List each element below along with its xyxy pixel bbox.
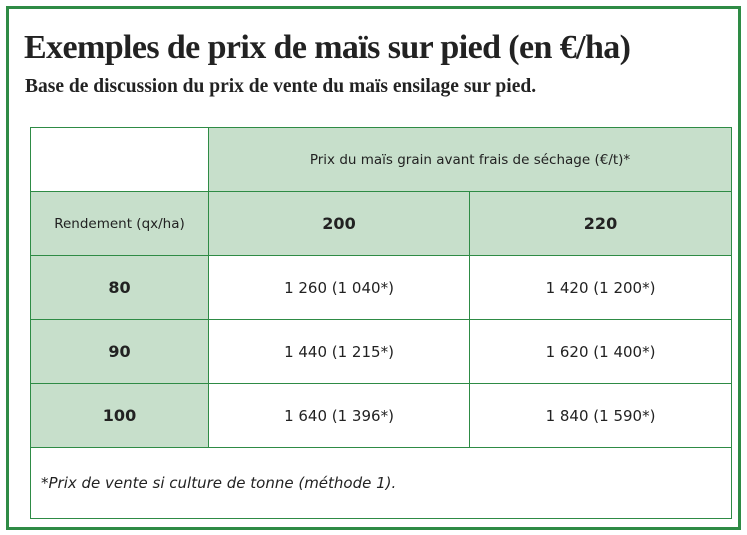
price-cell: 1 620 (1 400*) [470, 320, 732, 384]
table-row [31, 384, 732, 448]
page-subtitle: Base de discussion du prix de vente du maïs ensilage sur pied. [25, 76, 537, 97]
yield-header-cell: Rendement (qx/ha) [31, 192, 209, 256]
price-column-220: 220 [470, 192, 732, 256]
footnote-row [31, 448, 732, 519]
empty-corner-cell [31, 128, 209, 192]
yield-cell: 80 [31, 256, 209, 320]
price-cell: 1 260 (1 040*) [209, 256, 470, 320]
price-cell: 1 640 (1 396*) [209, 384, 470, 448]
footnote: *Prix de vente si culture de tonne (méthode 1). [31, 448, 732, 519]
table-header-row [31, 128, 732, 192]
yield-cell: 90 [31, 320, 209, 384]
card-frame [6, 6, 741, 530]
price-cell: 1 840 (1 590*) [470, 384, 732, 448]
price-table [30, 127, 732, 519]
price-column-200: 200 [209, 192, 470, 256]
price-cell: 1 420 (1 200*) [470, 256, 732, 320]
table-subheader-row [31, 192, 732, 256]
price-cell: 1 440 (1 215*) [209, 320, 470, 384]
price-header-cell: Prix du maïs grain avant frais de séchage (€/t)* [209, 128, 732, 192]
table-row [31, 256, 732, 320]
table-row [31, 320, 732, 384]
page-title: Exemples de prix de maïs sur pied (en €/ha) [24, 29, 631, 66]
yield-cell: 100 [31, 384, 209, 448]
